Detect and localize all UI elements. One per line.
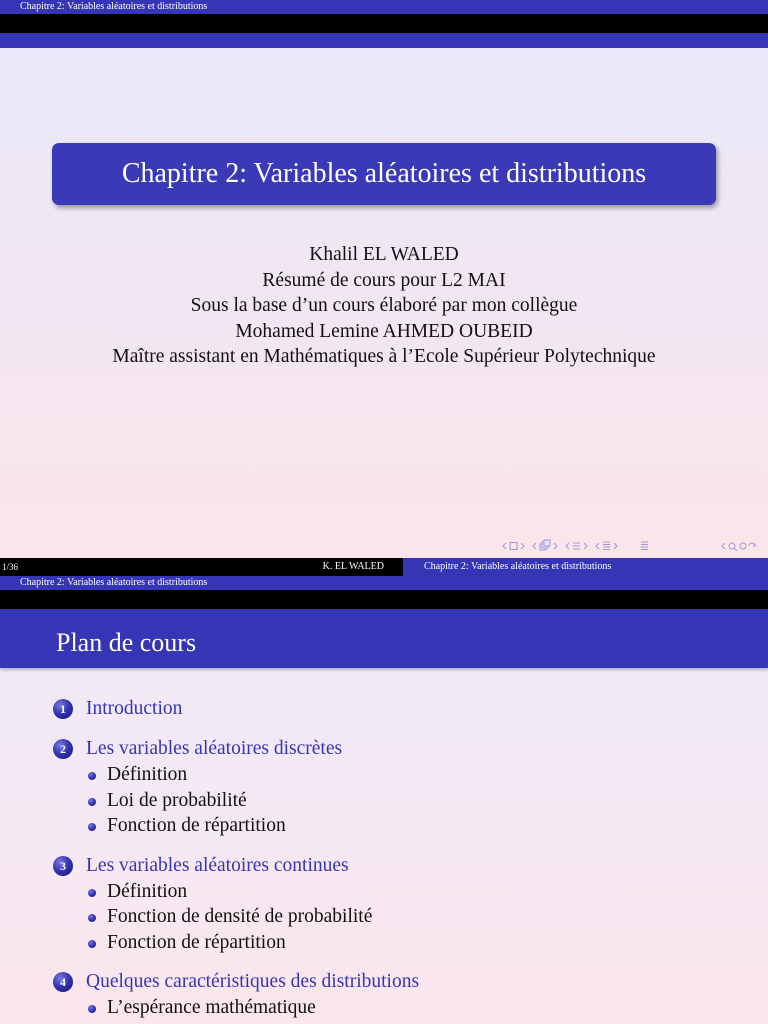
colleague-affiliation: Maître assistant en Mathématiques à l’Ecole Supérieur Polytechnique: [112, 346, 656, 367]
header-title: Chapitre 2: Variables aléatoires et distributions: [20, 577, 208, 588]
toc-subsection[interactable]: [86, 879, 768, 905]
course-summary: Résumé de cours pour L2 MAI: [262, 269, 506, 291]
toc-section[interactable]: [52, 736, 768, 839]
toc-section-title[interactable]: Les variables aléatoires continues: [86, 854, 349, 876]
toc-section[interactable]: [52, 696, 768, 722]
footer-bar: [0, 558, 768, 576]
bullet-icon: [88, 772, 96, 780]
beamer-nav-bar: [500, 538, 768, 554]
course-basis: Sous la base d’un cours élaboré par mon collègue: [190, 295, 578, 316]
colleague-name: Mohamed Lemine AHMED OUBEID: [235, 320, 533, 342]
toc-section[interactable]: [52, 853, 768, 956]
toc-section-title[interactable]: Quelques caractéristiques des distributions: [86, 971, 420, 992]
toc-section-title[interactable]: Les variables aléatoires discrètes: [86, 738, 343, 759]
toc-subsection-title[interactable]: Fonction de densité de probabilité: [107, 906, 373, 927]
toc-section[interactable]: [52, 969, 768, 1021]
nav-appendix-icon[interactable]: [641, 542, 648, 550]
frame-title: Plan de cours: [56, 628, 197, 657]
nav-search-icon[interactable]: [722, 543, 755, 551]
toc-subsection[interactable]: [86, 930, 768, 956]
nav-subsection-icon[interactable]: [533, 540, 557, 550]
bullet-icon: [88, 1005, 96, 1013]
toc-subsection[interactable]: [86, 904, 768, 930]
outline-slide: [0, 576, 768, 1024]
toc-subsection-title[interactable]: Fonction de répartition: [107, 815, 286, 836]
slide-title: Chapitre 2: Variables aléatoires et distributions: [121, 158, 647, 189]
section-number-badge: 4: [53, 972, 73, 992]
nav-document-icon[interactable]: [596, 542, 617, 550]
bullet-icon: [88, 914, 96, 922]
toc-subsection[interactable]: [86, 813, 768, 839]
header-bar: [0, 576, 768, 590]
nav-section-icon[interactable]: [566, 543, 587, 549]
author-block: [0, 242, 768, 370]
toc-section-title[interactable]: Introduction: [86, 698, 183, 719]
page-number: 1/36: [2, 562, 19, 572]
toc-subsection-title[interactable]: Loi de probabilité: [107, 789, 247, 811]
toc-subsection-title[interactable]: Définition: [107, 880, 188, 902]
bullet-icon: [88, 889, 96, 897]
header-blue-bar: [0, 33, 768, 48]
footer-author: K. EL WALED: [322, 561, 384, 572]
section-number-badge: 1: [53, 699, 73, 719]
header-black-bar: [0, 14, 768, 33]
toc-subsection-title[interactable]: Fonction de répartition: [107, 931, 286, 953]
toc-subsection-title[interactable]: Définition: [107, 764, 188, 785]
author-name: Khalil EL WALED: [309, 244, 459, 265]
table-of-contents: [0, 696, 768, 1024]
bullet-icon: [88, 798, 96, 806]
header-bar: [0, 0, 768, 14]
section-number-badge: 3: [53, 856, 73, 876]
bullet-icon: [88, 823, 96, 831]
bullet-icon: [88, 940, 96, 948]
section-number-badge: 2: [53, 739, 73, 759]
frame-title-bar: [0, 609, 768, 668]
toc-subsection[interactable]: [86, 762, 768, 788]
footer-title: Chapitre 2: Variables aléatoires et distributions: [403, 558, 768, 576]
header-black-bar: [0, 590, 768, 609]
toc-subsection-title[interactable]: L’espérance mathématique: [107, 997, 316, 1018]
slide-title-box: [52, 143, 716, 205]
toc-subsection[interactable]: [86, 788, 768, 814]
toc-subsection[interactable]: [86, 995, 768, 1021]
nav-frame-icon[interactable]: [503, 543, 524, 550]
header-title: Chapitre 2: Variables aléatoires et distributions: [20, 1, 208, 12]
